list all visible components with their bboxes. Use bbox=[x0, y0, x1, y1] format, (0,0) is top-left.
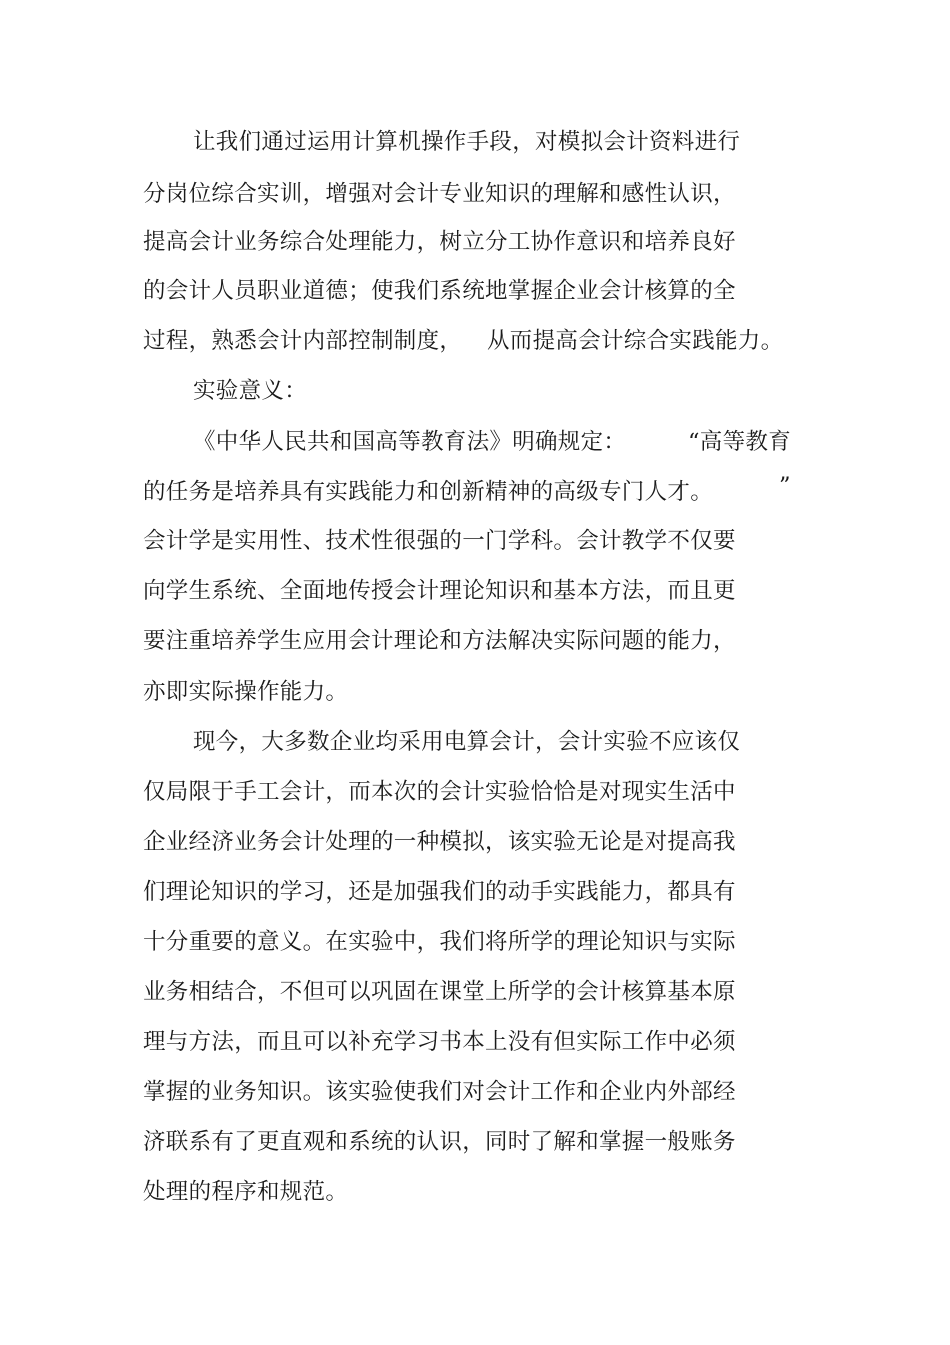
text-line: 济联系有了更直观和系统的认识，同时了解和掌握一般账务 bbox=[143, 1129, 736, 1155]
text-line: 现今，大多数企业均采用电算会计，会计实验不应该仅 bbox=[193, 729, 741, 755]
text-line: 们理论知识的学习，还是加强我们的动手实践能力，都具有 bbox=[143, 879, 736, 905]
text-line: 的任务是培养具有实践能力和创新精神的高级专门人才。 bbox=[143, 479, 714, 505]
text-line: 要注重培养学生应用会计理论和方法解决实际问题的能力， bbox=[143, 628, 736, 654]
text-line: 处理的程序和规范。 bbox=[143, 1179, 349, 1205]
text-line: 过程，熟悉会计内部控制制度， bbox=[143, 328, 463, 354]
text-line: 仅局限于手工会计，而本次的会计实验恰恰是对现实生活中 bbox=[143, 779, 736, 805]
text-line: 分岗位综合实训，增强对会计专业知识的理解和感性认识， bbox=[143, 181, 736, 207]
text-line: 业务相结合，不但可以巩固在课堂上所学的会计核算基本原 bbox=[143, 979, 736, 1005]
text-line: 让我们通过运用计算机操作手段，对模拟会计资料进行 bbox=[193, 129, 741, 155]
text-line: 从而提高会计综合实践能力。 bbox=[487, 328, 784, 354]
section-heading: 实验意义： bbox=[193, 378, 308, 404]
closing-quote: ” bbox=[779, 473, 791, 499]
text-line: 企业经济业务会计处理的一种模拟，该实验无论是对提高我 bbox=[143, 829, 736, 855]
text-line: 向学生系统、全面地传授会计理论知识和基本方法，而且更 bbox=[143, 578, 736, 604]
text-line: 提高会计业务综合处理能力，树立分工协作意识和培养良好 bbox=[143, 229, 736, 255]
text-line: 掌握的业务知识。该实验使我们对会计工作和企业内外部经 bbox=[143, 1079, 736, 1105]
text-line: 亦即实际操作能力。 bbox=[143, 679, 349, 705]
text-line: 理与方法，而且可以补充学习书本上没有但实际工作中必须 bbox=[143, 1029, 736, 1055]
text-line: 十分重要的意义。在实验中，我们将所学的理论知识与实际 bbox=[143, 929, 736, 955]
text-line: 《中华人民共和国高等教育法》明确规定： bbox=[193, 429, 627, 455]
text-line: 会计学是实用性、技术性很强的一门学科。会计教学不仅要 bbox=[143, 528, 736, 554]
text-line: “高等教育 bbox=[688, 429, 792, 455]
text-line: 的会计人员职业道德；使我们系统地掌握企业会计核算的全 bbox=[143, 278, 736, 304]
